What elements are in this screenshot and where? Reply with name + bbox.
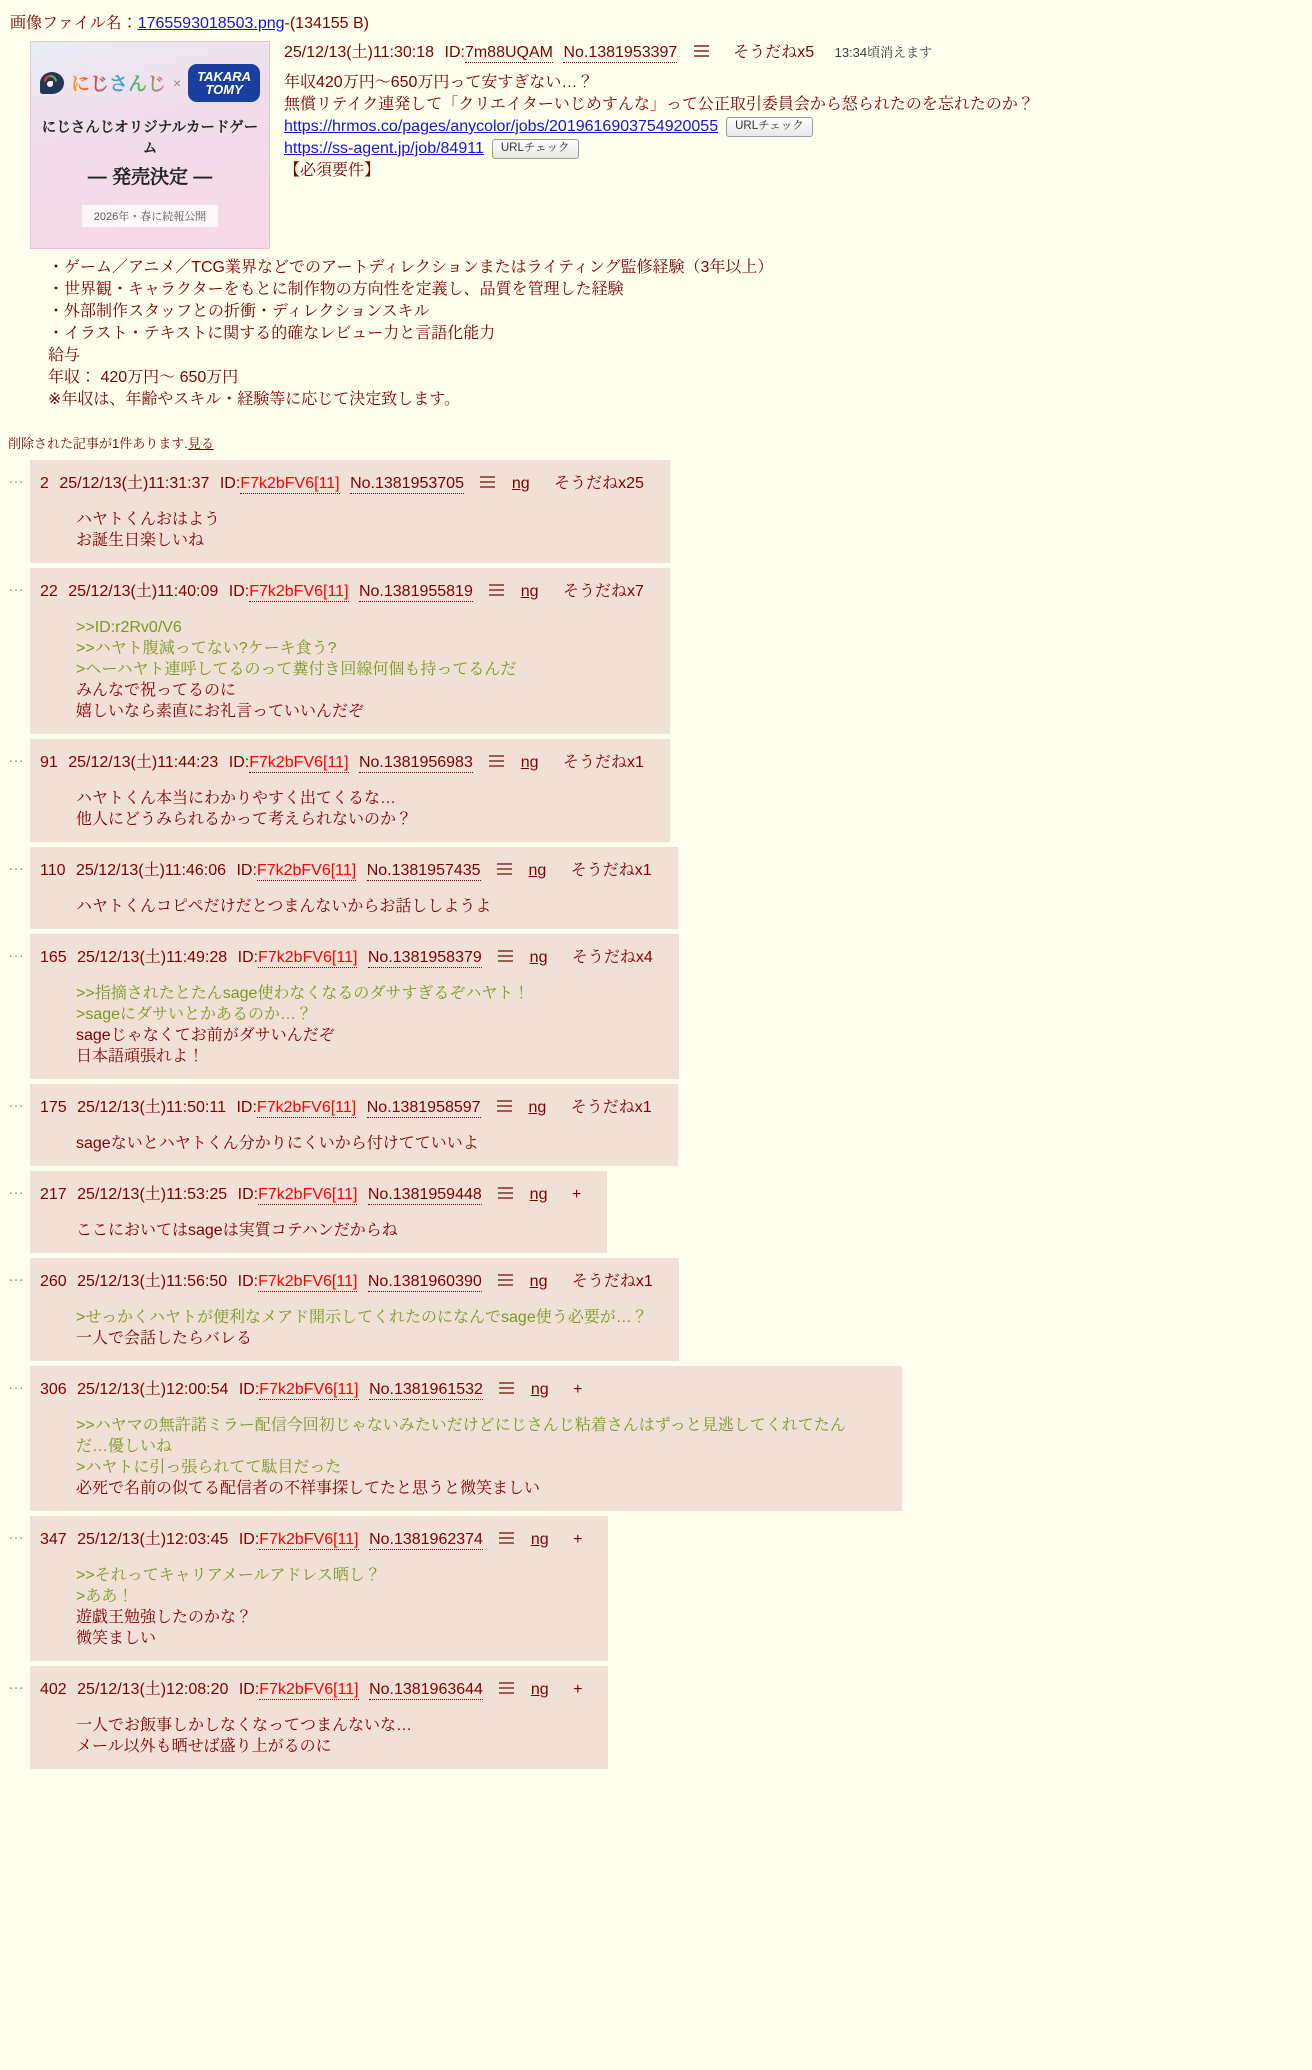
post-menu-icon[interactable]	[499, 1382, 514, 1394]
op-url-link[interactable]: https://ss-agent.jp/job/84911	[284, 140, 484, 157]
reply-post	[30, 1171, 607, 1253]
reply-no-link[interactable]: No.1381959448	[367, 1186, 482, 1203]
op-text-line: ・イラスト・テキストに関する的確なレビュー力と言語化能力	[48, 325, 496, 342]
reply-id-link[interactable]: F7k2bFV6[11]	[249, 583, 349, 600]
op-datetime: 25/12/13(土)11:30:18	[284, 44, 435, 61]
reply-number: 175	[40, 1099, 67, 1116]
reply-text-line: >>ハヤト腹減ってない?ケーキ食う?	[76, 640, 337, 657]
reply-datetime: 25/12/13(土)11:49:28	[77, 949, 228, 966]
ng-link[interactable]: ng	[511, 475, 530, 492]
reply-header	[40, 1676, 582, 1699]
reply-id: ID:F7k2bFV6[11]	[238, 1681, 359, 1698]
ng-link[interactable]: ng	[529, 949, 548, 966]
op-text-line: ・世界観・キャラクターをもとに制作物の方向性を定義し、品質を管理した経験	[48, 281, 624, 298]
brand-logo-row	[40, 64, 260, 102]
post-menu-icon[interactable]	[497, 863, 512, 875]
reply-body	[76, 788, 644, 830]
reply-header	[40, 944, 653, 967]
reply-row	[8, 1258, 1302, 1361]
reply-text-line: sageじゃなくてお前がダサいんだぞ	[76, 1027, 335, 1044]
reply-text-line: 一人で会話したらバレる	[76, 1330, 253, 1347]
nijisanji-logo-text: にじさんじ	[71, 69, 166, 96]
reply-header	[40, 578, 644, 601]
reply-header	[40, 1181, 581, 1204]
reply-text-line: ここにおいてはsageは実質コテハンだからね	[76, 1222, 398, 1239]
reply-no-link[interactable]: No.1381953705	[350, 475, 464, 492]
reply-text-line: >>ID:r2Rv0/V6	[76, 619, 182, 636]
reply-no-link[interactable]: No.1381961532	[369, 1381, 483, 1398]
reply-body	[76, 896, 652, 917]
ng-link[interactable]: ng	[530, 1531, 549, 1548]
op-no-link[interactable]: No.1381953397	[563, 44, 678, 61]
op-text-line: ・外部制作スタッフとの折衝・ディレクションスキル	[48, 303, 430, 320]
reply-id: ID:F7k2bFV6[11]	[219, 475, 340, 492]
url-check-button[interactable]: URLチェック	[726, 117, 813, 137]
reply-text-line: 微笑ましい	[76, 1630, 157, 1647]
reply-text-line: ハヤトくんコピペだけだとつまんないからお話ししようよ	[76, 898, 492, 915]
reply-id: ID:F7k2bFV6[11]	[236, 862, 357, 879]
soudane-button[interactable]: そうだねx1	[571, 1273, 653, 1290]
reply-no-link[interactable]: No.1381956983	[358, 754, 473, 771]
soudane-button[interactable]: そうだねx1	[570, 862, 652, 879]
reply-id: ID:F7k2bFV6[11]	[236, 1099, 357, 1116]
reply-text-line: >>それってキャリアメールアドレス晒し？	[76, 1567, 381, 1584]
reply-number: 22	[40, 583, 58, 600]
reply-id: ID:F7k2bFV6[11]	[237, 949, 358, 966]
soudane-button[interactable]: +	[573, 1681, 583, 1698]
reply-post	[30, 1258, 679, 1361]
soudane-button[interactable]: +	[573, 1381, 583, 1398]
reply-menu-dots[interactable]: …	[8, 1526, 25, 1543]
reply-text-line: 嬉しいなら素直にお礼言っていいんだぞ	[76, 703, 365, 720]
reply-menu-dots[interactable]: …	[8, 470, 25, 487]
reply-body	[76, 1565, 582, 1649]
reply-no-link[interactable]: No.1381960390	[367, 1273, 482, 1290]
reply-id-link[interactable]: F7k2bFV6[11]	[259, 1681, 359, 1698]
reply-post	[30, 847, 678, 929]
reply-header	[40, 749, 644, 772]
file-link[interactable]: 1765593018503.png	[137, 15, 285, 32]
ng-link[interactable]: ng	[530, 1681, 549, 1698]
reply-header	[40, 1526, 582, 1549]
op-id: ID:7m88UQAM	[444, 44, 553, 61]
reply-menu-dots[interactable]: …	[8, 1268, 25, 1285]
reply-datetime: 25/12/13(土)11:56:50	[77, 1273, 228, 1290]
reply-id: ID:F7k2bFV6[11]	[238, 1531, 359, 1548]
reply-header	[40, 857, 652, 880]
reply-number: 347	[40, 1531, 67, 1548]
reply-number: 260	[40, 1273, 67, 1290]
reply-menu-dots[interactable]: …	[8, 944, 25, 961]
reply-text-line: 日本語頑張れよ！	[76, 1048, 205, 1065]
op-thumbnail-image[interactable]	[30, 41, 270, 249]
reply-menu-dots[interactable]: …	[8, 749, 25, 766]
reply-datetime: 25/12/13(土)11:53:25	[77, 1186, 228, 1203]
reply-id-link[interactable]: F7k2bFV6[11]	[258, 1186, 358, 1203]
post-menu-icon[interactable]	[694, 45, 709, 57]
reply-number: 165	[40, 949, 67, 966]
reply-text-line: sageないとハヤトくん分かりにくいから付けてていいよ	[76, 1135, 479, 1152]
reply-id-link[interactable]: F7k2bFV6[11]	[258, 949, 358, 966]
reply-id-link[interactable]: F7k2bFV6[11]	[249, 754, 349, 771]
reply-id-link[interactable]: F7k2bFV6[11]	[256, 862, 357, 879]
reply-text-line: 一人でお飯事しかしなくなってつまんないな…	[76, 1717, 413, 1734]
soudane-button[interactable]: そうだねx1	[563, 754, 644, 771]
reply-text-line: 遊戯王勉強したのかな？	[76, 1609, 253, 1626]
reply-text-line: >ヘーハヤト連呼してるのって糞付き回線何個も持ってるんだ	[76, 661, 517, 678]
ng-link[interactable]: ng	[529, 1273, 548, 1290]
reply-text-line: お誕生日楽しいね	[76, 532, 205, 549]
reply-id: ID:F7k2bFV6[11]	[228, 583, 349, 600]
op-text-line: 年収： 420万円～ 650万円	[48, 369, 239, 386]
ng-link[interactable]: ng	[520, 583, 539, 600]
post-menu-icon[interactable]	[498, 950, 513, 962]
reply-post	[30, 1366, 902, 1511]
takara-tomy-logo: TAKARA TOMY	[188, 64, 260, 102]
reply-id-link[interactable]: F7k2bFV6[11]	[258, 1273, 358, 1290]
reply-text-line: >>指摘されたとたんsage使わなくなるのダサすぎるぞハヤト！	[76, 985, 530, 1002]
reply-body	[76, 1715, 582, 1757]
reply-header	[40, 470, 644, 493]
reply-row	[8, 1366, 1302, 1511]
reply-id: ID:F7k2bFV6[11]	[237, 1186, 358, 1203]
card-game-title: にじさんじオリジナルカードゲーム	[41, 119, 259, 157]
ng-link[interactable]: ng	[529, 1186, 548, 1203]
reply-number: 2	[40, 475, 49, 492]
reply-row	[8, 1666, 1302, 1769]
soudane-button[interactable]: そうだねx25	[554, 475, 644, 492]
reply-header	[40, 1094, 652, 1117]
reply-post	[30, 934, 679, 1079]
op-text-line: ・ゲーム／アニメ／TCG業界などでのアートディレクションまたはライティング監修経験（3年以上）	[48, 259, 774, 276]
reply-number: 306	[40, 1381, 67, 1398]
reply-text-line: ハヤトくん本当にわかりやすく出てくるな…	[76, 790, 397, 807]
post-menu-icon[interactable]	[489, 755, 504, 767]
reply-no-link[interactable]: No.1381963644	[369, 1681, 483, 1698]
post-menu-icon[interactable]	[498, 1274, 513, 1286]
op-url-link[interactable]: https://hrmos.co/pages/anycolor/jobs/2019616903754920055	[284, 118, 719, 135]
op-text-line: 給与	[48, 347, 81, 364]
reply-number: 91	[40, 754, 58, 771]
reply-number: 217	[40, 1186, 67, 1203]
soudane-button[interactable]: そうだねx5	[733, 44, 815, 61]
reply-post	[30, 568, 670, 734]
reply-text-line: 他人にどうみられるかって考えられないのか？	[76, 811, 413, 828]
reply-datetime: 25/12/13(土)11:44:23	[68, 754, 219, 771]
reply-body	[76, 983, 653, 1067]
reply-row	[8, 1171, 1302, 1253]
reply-id-link[interactable]: F7k2bFV6[11]	[240, 475, 340, 492]
reply-number: 110	[40, 862, 66, 879]
reply-datetime: 25/12/13(土)12:03:45	[77, 1531, 229, 1548]
reply-datetime: 25/12/13(土)11:50:11	[77, 1099, 227, 1116]
reply-row	[8, 934, 1302, 1079]
post-menu-icon[interactable]	[498, 1187, 513, 1199]
op-text-line: 無償リテイク連発して「クリエイターいじめすんな」って公正取引委員会から怒られたのを忘れたのか？	[284, 96, 1034, 113]
reply-post	[30, 1666, 608, 1769]
nijisanji-logo-icon	[40, 72, 64, 94]
op-text-line: ※年収は、年齢やスキル・経験等に応じて決定致します。	[48, 391, 460, 408]
deleted-notice	[8, 433, 1302, 452]
reply-body	[76, 1220, 581, 1241]
reply-body	[76, 1307, 653, 1349]
soudane-button[interactable]: そうだねx1	[570, 1099, 652, 1116]
reply-row	[8, 568, 1302, 734]
reply-menu-dots[interactable]: …	[8, 1376, 25, 1393]
reply-list	[8, 460, 1302, 1769]
card-game-subtitle: ― 発売決定 ―	[87, 166, 213, 188]
op-text-line: 【必須要件】	[284, 162, 381, 179]
reply-menu-dots[interactable]: …	[8, 857, 25, 874]
soudane-button[interactable]: +	[573, 1531, 583, 1548]
reply-text-line: ハヤトくんおはよう	[76, 511, 221, 528]
post-menu-icon[interactable]	[499, 1532, 514, 1544]
op-body-bottom	[48, 257, 1302, 411]
post-menu-icon[interactable]	[499, 1682, 514, 1694]
collab-x-mark: ×	[172, 74, 182, 91]
reply-text-line: みんなで祝ってるのに	[76, 682, 237, 699]
soudane-button[interactable]: +	[571, 1186, 582, 1203]
reply-header	[40, 1268, 653, 1291]
reply-text-line: >せっかくハヤトが便利なメアド開示してくれたのになんでsage使う必要が…？	[76, 1309, 648, 1326]
url-check-button[interactable]: URLチェック	[492, 139, 579, 159]
soudane-button[interactable]: そうだねx4	[571, 949, 653, 966]
reply-no-link[interactable]: No.1381955819	[358, 583, 473, 600]
reply-post	[30, 460, 670, 563]
reply-no-link[interactable]: No.1381958597	[366, 1099, 481, 1116]
reply-row	[8, 1084, 1302, 1166]
reply-datetime: 25/12/13(土)11:40:09	[68, 583, 219, 600]
reply-menu-dots[interactable]: …	[8, 1094, 25, 1111]
reply-datetime: 25/12/13(土)12:00:54	[77, 1381, 229, 1398]
reply-no-link[interactable]: No.1381957435	[366, 862, 481, 879]
reply-text-line: >ハヤトに引っ張られてて駄目だった	[76, 1459, 342, 1476]
reply-no-link[interactable]: No.1381958379	[367, 949, 482, 966]
file-label: 画像ファイル名：	[10, 15, 138, 32]
deleted-show-link[interactable]: 見る	[187, 436, 214, 451]
reply-post	[30, 739, 670, 842]
reply-datetime: 25/12/13(土)11:31:37	[59, 475, 210, 492]
reply-text-line: メール以外も晒せば盛り上がるのに	[76, 1738, 332, 1755]
reply-datetime: 25/12/13(土)11:46:06	[75, 862, 227, 879]
reply-row	[8, 460, 1302, 563]
reply-no-link[interactable]: No.1381962374	[369, 1531, 483, 1548]
reply-id-link[interactable]: F7k2bFV6[11]	[256, 1099, 357, 1116]
reply-id: ID:F7k2bFV6[11]	[237, 1273, 358, 1290]
reply-body	[76, 1133, 652, 1154]
reply-number: 402	[40, 1681, 67, 1698]
reply-id-link[interactable]: F7k2bFV6[11]	[259, 1381, 359, 1398]
reply-id: ID:F7k2bFV6[11]	[228, 754, 349, 771]
ng-link[interactable]: ng	[520, 754, 539, 771]
op-post	[8, 37, 1302, 411]
expire-time-text: 13:34頃消えます	[834, 45, 933, 60]
op-id-link[interactable]: 7m88UQAM	[464, 44, 553, 61]
reply-text-line: >>ハヤマの無許諾ミラー配信今回初じゃないみたいだけどにじさんじ粘着さんはずっと見逃してくれてたんだ…優しいね	[76, 1417, 846, 1455]
ng-link[interactable]: ng	[528, 1099, 547, 1116]
reply-datetime: 25/12/13(土)12:08:20	[77, 1681, 229, 1698]
ng-link[interactable]: ng	[528, 862, 547, 879]
reply-text-line: 必死で名前の似てる配信者の不祥事探してたと思うと微笑ましい	[76, 1480, 541, 1497]
op-text-line: 年収420万円～650万円って安すぎない…？	[284, 74, 594, 91]
ng-link[interactable]: ng	[530, 1381, 549, 1398]
file-size: -(134155 B)	[284, 15, 370, 32]
reply-menu-dots[interactable]: …	[8, 1676, 25, 1693]
reply-menu-dots[interactable]: …	[8, 578, 25, 595]
card-game-note: 2026年・春に続報公開	[82, 205, 218, 227]
soudane-button[interactable]: そうだねx7	[563, 583, 644, 600]
post-menu-icon[interactable]	[489, 584, 504, 596]
reply-post	[30, 1084, 678, 1166]
reply-row	[8, 739, 1302, 842]
reply-body	[76, 509, 644, 551]
reply-body	[76, 617, 644, 722]
deleted-notice-text: 削除された記事が1件あります.	[8, 436, 188, 451]
reply-id: ID:F7k2bFV6[11]	[238, 1381, 359, 1398]
reply-menu-dots[interactable]: …	[8, 1181, 25, 1198]
reply-row	[8, 1516, 1302, 1661]
reply-id-link[interactable]: F7k2bFV6[11]	[259, 1531, 359, 1548]
reply-text-line: >sageにダサいとかあるのか…？	[76, 1006, 313, 1023]
reply-header	[40, 1376, 876, 1399]
reply-post	[30, 1516, 608, 1661]
reply-body	[76, 1415, 876, 1499]
reply-text-line: >ああ！	[76, 1588, 134, 1605]
reply-row	[8, 847, 1302, 929]
post-menu-icon[interactable]	[480, 476, 495, 488]
post-menu-icon[interactable]	[497, 1100, 512, 1112]
file-info-line	[10, 10, 1302, 33]
